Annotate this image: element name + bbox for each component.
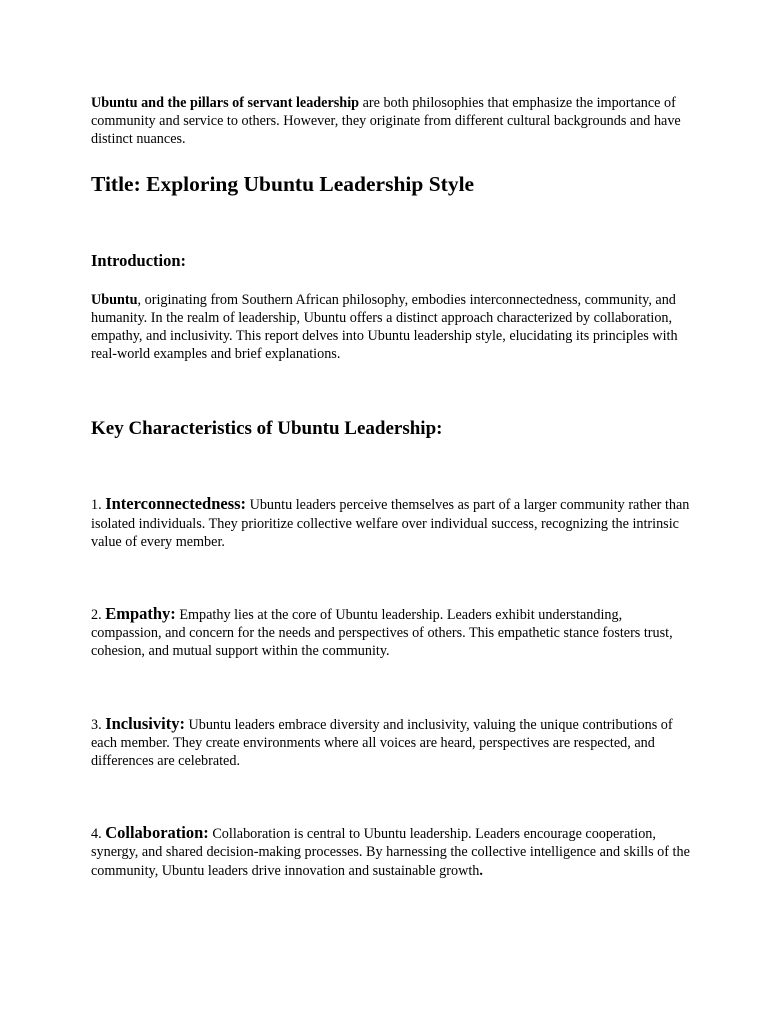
- item-text: Ubuntu leaders perceive themselves as part of a larger community rather than isolated individuals. They prioritize collective welfare over individual success, recognizing the intrinsic value of every member.: [91, 497, 690, 550]
- item-text: Empathy lies at the core of Ubuntu leadership. Leaders exhibit understanding, compassion, and concern for the needs and perspectives of others. This empathetic stance fosters trust, cohesion, and mutual support within the community.: [91, 607, 673, 660]
- characteristic-item-interconnectedness: [91, 495, 691, 551]
- item-number: 3.: [91, 716, 106, 733]
- document-title: Title: Exploring Ubuntu Leadership Style: [91, 171, 475, 196]
- item-term: Collaboration:: [105, 823, 209, 843]
- characteristic-item-collaboration: [91, 824, 691, 880]
- key-characteristics-heading: Key Characteristics of Ubuntu Leadership:: [91, 418, 443, 440]
- introduction-term: Ubuntu: [91, 291, 138, 308]
- item-term: Inclusivity:: [105, 713, 185, 733]
- item-number: 2.: [91, 607, 106, 624]
- introduction-paragraph: [91, 291, 691, 364]
- intro-lead-text: are both philosophies that emphasize the importance of community and service to others. However, they originate from different cultural backgrounds and have distinct nuances.: [91, 95, 681, 148]
- item-number: 1.: [91, 497, 106, 514]
- document-page: [91, 94, 691, 880]
- introduction-heading: Introduction:: [91, 250, 187, 270]
- item-end-period: .: [479, 862, 483, 879]
- item-text: Ubuntu leaders embrace diversity and inclusivity, valuing the unique contributions of each member. They create environments where all voices are heard, perspectives are respected, and differences are celebrated.: [91, 716, 673, 770]
- item-text: Collaboration is central to Ubuntu leadership. Leaders encourage cooperation, synergy, and shared decision-making processes. By harnessing the collective intelligence and skills of the community, Ubuntu leaders drive innovation and sustainable growth: [91, 826, 690, 879]
- characteristic-item-empathy: [91, 605, 691, 661]
- characteristic-item-inclusivity: [91, 715, 691, 771]
- introduction-body: , originating from Southern African philosophy, embodies interconnectedness, community, and humanity. In the realm of leadership, Ubuntu offers a distinct approach characterized by collaboration, empathy, and inclusivity. This report delves into Ubuntu leadership style, elucidating its principles with real-world examples and brief explanations.: [91, 291, 678, 363]
- item-term: Interconnectedness:: [105, 494, 247, 514]
- intro-lead-bold: Ubuntu and the pillars of servant leadership: [91, 95, 360, 111]
- item-term: Empathy:: [105, 604, 176, 624]
- intro-paragraph: [91, 94, 691, 149]
- item-number: 4.: [91, 826, 106, 843]
